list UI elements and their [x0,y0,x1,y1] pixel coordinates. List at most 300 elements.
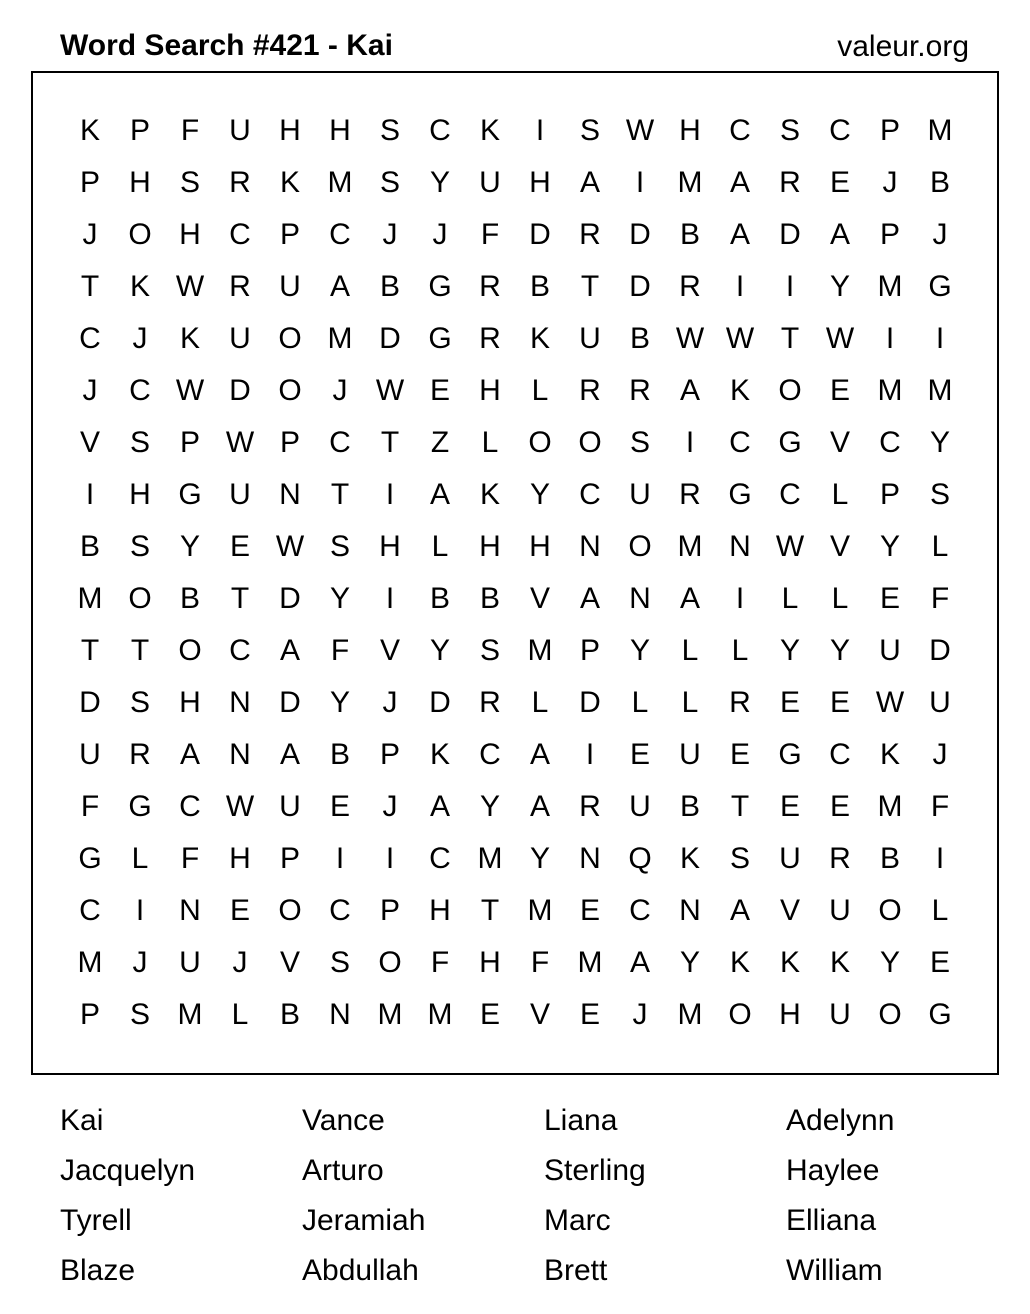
grid-letter: D [429,686,451,719]
grid-letter: N [229,686,251,719]
grid-letter: R [229,270,251,303]
grid-letter: B [79,530,100,563]
grid-letter: Y [829,270,850,303]
grid-letter: L [481,426,499,459]
grid-letter: B [629,322,650,355]
grid-letter: J [382,790,398,823]
grid-letter: J [382,218,398,251]
grid-letter: A [579,166,600,199]
grid-letter: U [229,114,251,147]
grid-letter: U [479,166,501,199]
grid-letter: I [885,322,895,355]
grid-letter: H [279,114,301,147]
grid-letter: K [879,738,900,771]
grid-letter: B [179,582,200,615]
grid-letter: H [329,114,351,147]
grid-letter: H [229,842,251,875]
grid-letter: L [531,374,549,407]
grid-letter: P [79,166,100,199]
grid-letter: Y [829,634,850,667]
grid-letter: V [829,426,850,459]
grid-letter: J [382,686,398,719]
grid-letter: A [729,218,750,251]
grid-letter: I [385,842,395,875]
grid-letter: T [480,894,500,927]
grid-letter: H [379,530,401,563]
grid-letter: C [579,478,601,511]
grid-row [65,313,965,365]
grid-letter: M [427,998,453,1031]
grid-letter: C [429,114,451,147]
grid-letter: G [78,842,102,875]
grid-row [65,729,965,781]
grid-letter: J [432,218,448,251]
grid-letter: F [180,842,200,875]
grid-letter: L [631,686,649,719]
grid-letter: W [375,374,405,407]
grid-letter: H [529,530,551,563]
grid-letter: S [379,166,400,199]
grid-letter: K [829,946,850,979]
grid-letter: D [279,686,301,719]
word-list-item: Arturo [302,1154,384,1187]
grid-letter: C [79,322,101,355]
grid-letter: R [779,166,801,199]
grid-letter: A [429,478,450,511]
grid-letter: A [629,946,650,979]
grid-letter: F [930,790,950,823]
grid-letter: U [879,634,901,667]
grid-letter: L [681,634,699,667]
grid-letter: N [629,582,651,615]
grid-letter: O [578,426,602,459]
grid-row [65,625,965,677]
grid-letter: K [79,114,100,147]
grid-letter: A [429,790,450,823]
grid-letter: C [329,894,351,927]
grid-letter: V [529,582,550,615]
grid-letter: T [380,426,400,459]
grid-letter: D [379,322,401,355]
grid-letter: J [932,738,948,771]
grid-letter: O [628,530,652,563]
grid-letter: I [535,114,545,147]
grid-letter: E [629,738,650,771]
grid-letter: S [129,998,150,1031]
word-list-item: Jacquelyn [60,1154,196,1187]
grid-letter: V [829,530,850,563]
grid-letter: N [179,894,201,927]
word-list-item: Brett [544,1254,608,1287]
grid-letter: W [725,322,755,355]
grid-letter: G [778,738,802,771]
grid-letter: O [278,374,302,407]
grid-letter: M [377,998,403,1031]
grid-letter: I [385,582,395,615]
grid-letter: D [629,218,651,251]
grid-letter: N [579,842,601,875]
grid-letter: E [579,998,600,1031]
grid-letter: M [177,998,203,1031]
grid-letter: F [430,946,450,979]
grid-letter: A [829,218,850,251]
grid-letter: T [730,790,750,823]
grid-letter: T [780,322,800,355]
grid-letter: R [479,322,501,355]
grid-letter: H [479,374,501,407]
word-list-item: Abdullah [302,1254,419,1287]
grid-letter: I [335,842,345,875]
grid-letter: R [579,218,601,251]
grid-letter: B [529,270,550,303]
grid-letter: F [80,790,100,823]
grid-letter: I [685,426,695,459]
grid-letter: P [279,426,300,459]
grid-letter: F [480,218,500,251]
grid-letter: H [129,166,151,199]
letter-grid [65,105,965,1041]
grid-letter: T [80,634,100,667]
grid-letter: H [179,686,201,719]
grid-letter: D [229,374,251,407]
grid-letter: R [679,270,701,303]
grid-letter: T [580,270,600,303]
word-list-item: Vance [302,1104,385,1137]
grid-letter: F [330,634,350,667]
grid-letter: E [229,530,250,563]
grid-letter: K [429,738,450,771]
grid-letter: Z [430,426,450,459]
grid-letter: A [679,582,700,615]
grid-letter: I [135,894,145,927]
grid-letter: U [279,790,301,823]
grid-letter: P [279,218,300,251]
grid-letter: S [629,426,650,459]
grid-letter: E [829,166,850,199]
grid-letter: J [882,166,898,199]
grid-letter: G [128,790,152,823]
grid-letter: U [629,790,651,823]
grid-letter: A [679,374,700,407]
grid-letter: K [479,478,500,511]
grid-letter: C [329,218,351,251]
grid-letter: W [625,114,655,147]
grid-letter: E [829,374,850,407]
grid-letter: A [529,738,550,771]
grid-letter: E [779,686,800,719]
grid-letter: J [82,218,98,251]
grid-letter: J [632,998,648,1031]
grid-letter: J [232,946,248,979]
grid-row [65,417,965,469]
grid-letter: G [728,478,752,511]
grid-letter: D [279,582,301,615]
grid-letter: K [529,322,550,355]
grid-letter: M [877,374,903,407]
grid-letter: R [129,738,151,771]
grid-letter: J [82,374,98,407]
grid-letter: E [829,790,850,823]
grid-letter: L [131,842,149,875]
grid-letter: S [129,530,150,563]
grid-letter: K [279,166,300,199]
grid-letter: V [529,998,550,1031]
grid-letter: W [175,374,205,407]
grid-letter: C [179,790,201,823]
grid-letter: L [531,686,549,719]
grid-letter: W [675,322,705,355]
grid-letter: Y [529,478,550,511]
grid-letter: P [879,478,900,511]
grid-letter: Y [479,790,500,823]
grid-letter: C [329,426,351,459]
grid-letter: D [579,686,601,719]
grid-letter: I [935,322,945,355]
grid-letter: I [935,842,945,875]
grid-letter: W [825,322,855,355]
grid-letter: R [829,842,851,875]
grid-letter: L [231,998,249,1031]
grid-letter: L [431,530,449,563]
grid-letter: L [831,582,849,615]
grid-letter: I [385,478,395,511]
grid-letter: C [729,426,751,459]
grid-letter: O [128,218,152,251]
grid-letter: P [379,894,400,927]
grid-letter: T [80,270,100,303]
grid-row [65,105,965,157]
grid-letter: I [785,270,795,303]
grid-letter: V [779,894,800,927]
grid-letter: C [829,114,851,147]
grid-letter: L [931,530,949,563]
grid-row [65,209,965,261]
grid-letter: A [579,582,600,615]
grid-letter: R [679,478,701,511]
grid-row [65,677,965,729]
grid-letter: O [728,998,752,1031]
grid-letter: S [179,166,200,199]
grid-letter: Y [329,686,350,719]
grid-letter: J [932,218,948,251]
grid-letter: F [930,582,950,615]
grid-letter: K [729,946,750,979]
grid-letter: R [479,686,501,719]
grid-letter: Y [879,530,900,563]
grid-row [65,781,965,833]
word-list-item: Sterling [544,1154,646,1187]
grid-letter: S [329,946,350,979]
grid-letter: V [79,426,100,459]
grid-row [65,937,965,989]
grid-letter: O [178,634,202,667]
grid-letter: O [378,946,402,979]
grid-letter: G [778,426,802,459]
grid-letter: A [529,790,550,823]
grid-letter: Y [529,842,550,875]
grid-letter: D [629,270,651,303]
grid-letter: J [132,322,148,355]
grid-letter: Y [429,166,450,199]
grid-letter: D [79,686,101,719]
grid-letter: Y [679,946,700,979]
grid-letter: K [779,946,800,979]
grid-letter: V [379,634,400,667]
grid-letter: B [429,582,450,615]
grid-letter: T [230,582,250,615]
grid-letter: U [829,894,851,927]
grid-letter: U [829,998,851,1031]
grid-letter: W [875,686,905,719]
grid-letter: G [428,322,452,355]
grid-letter: I [735,270,745,303]
grid-letter: C [229,218,251,251]
grid-letter: H [479,530,501,563]
grid-letter: M [927,374,953,407]
grid-letter: L [831,478,849,511]
grid-letter: Y [629,634,650,667]
grid-letter: L [931,894,949,927]
grid-letter: Y [879,946,900,979]
grid-letter: M [677,998,703,1031]
grid-letter: K [129,270,150,303]
grid-letter: H [429,894,451,927]
grid-letter: L [731,634,749,667]
grid-letter: E [229,894,250,927]
grid-letter: J [132,946,148,979]
grid-letter: G [928,270,952,303]
grid-letter: M [677,530,703,563]
puzzle-frame [31,71,999,1075]
grid-letter: P [879,218,900,251]
grid-letter: M [327,322,353,355]
grid-letter: A [729,166,750,199]
word-list-item: Tyrell [60,1204,132,1237]
grid-letter: D [929,634,951,667]
grid-letter: F [530,946,550,979]
grid-letter: P [279,842,300,875]
grid-letter: U [79,738,101,771]
grid-letter: Y [329,582,350,615]
grid-letter: B [479,582,500,615]
grid-letter: S [379,114,400,147]
grid-letter: C [229,634,251,667]
word-list-item: Jeramiah [302,1204,426,1237]
grid-letter: C [479,738,501,771]
grid-letter: P [179,426,200,459]
grid-letter: C [79,894,101,927]
grid-letter: U [229,478,251,511]
grid-letter: K [179,322,200,355]
grid-letter: N [579,530,601,563]
grid-letter: U [279,270,301,303]
word-list-item: Haylee [786,1154,880,1187]
grid-letter: B [679,790,700,823]
grid-letter: J [332,374,348,407]
grid-letter: O [278,894,302,927]
word-list-item: Liana [544,1104,618,1137]
grid-letter: R [479,270,501,303]
grid-letter: H [179,218,201,251]
grid-letter: A [179,738,200,771]
grid-letter: U [779,842,801,875]
grid-letter: N [279,478,301,511]
grid-letter: U [679,738,701,771]
grid-letter: B [679,218,700,251]
grid-row [65,261,965,313]
grid-letter: V [279,946,300,979]
word-list-item: William [786,1254,883,1287]
grid-letter: O [878,894,902,927]
grid-letter: E [579,894,600,927]
grid-letter: P [879,114,900,147]
grid-letter: M [477,842,503,875]
grid-letter: W [175,270,205,303]
grid-letter: S [479,634,500,667]
grid-letter: I [735,582,745,615]
grid-letter: R [579,374,601,407]
grid-row [65,521,965,573]
grid-letter: C [629,894,651,927]
grid-letter: B [279,998,300,1031]
grid-letter: E [429,374,450,407]
grid-letter: Y [779,634,800,667]
grid-letter: Y [179,530,200,563]
grid-letter: S [129,426,150,459]
grid-letter: U [629,478,651,511]
grid-letter: S [729,842,750,875]
grid-letter: E [879,582,900,615]
grid-letter: M [877,270,903,303]
grid-letter: L [681,686,699,719]
grid-letter: K [479,114,500,147]
grid-letter: P [579,634,600,667]
grid-letter: C [129,374,151,407]
grid-letter: O [778,374,802,407]
grid-letter: N [679,894,701,927]
grid-letter: A [279,738,300,771]
page-title: Word Search #421 - Kai [60,29,393,62]
grid-letter: M [527,894,553,927]
grid-letter: H [529,166,551,199]
grid-letter: I [585,738,595,771]
grid-letter: M [327,166,353,199]
grid-letter: Y [929,426,950,459]
grid-letter: H [779,998,801,1031]
grid-letter: G [428,270,452,303]
grid-letter: N [229,738,251,771]
grid-letter: M [877,790,903,823]
grid-letter: L [781,582,799,615]
grid-letter: W [225,426,255,459]
grid-row [65,157,965,209]
grid-letter: Y [429,634,450,667]
grid-letter: U [929,686,951,719]
grid-letter: H [479,946,501,979]
word-list-item: Blaze [60,1254,136,1287]
grid-letter: O [278,322,302,355]
grid-letter: E [479,998,500,1031]
grid-letter: B [879,842,900,875]
grid-letter: E [829,686,850,719]
grid-letter: M [677,166,703,199]
grid-letter: D [779,218,801,251]
grid-letter: S [329,530,350,563]
grid-letter: B [329,738,350,771]
grid-letter: R [229,166,251,199]
grid-letter: P [129,114,150,147]
grid-letter: C [429,842,451,875]
